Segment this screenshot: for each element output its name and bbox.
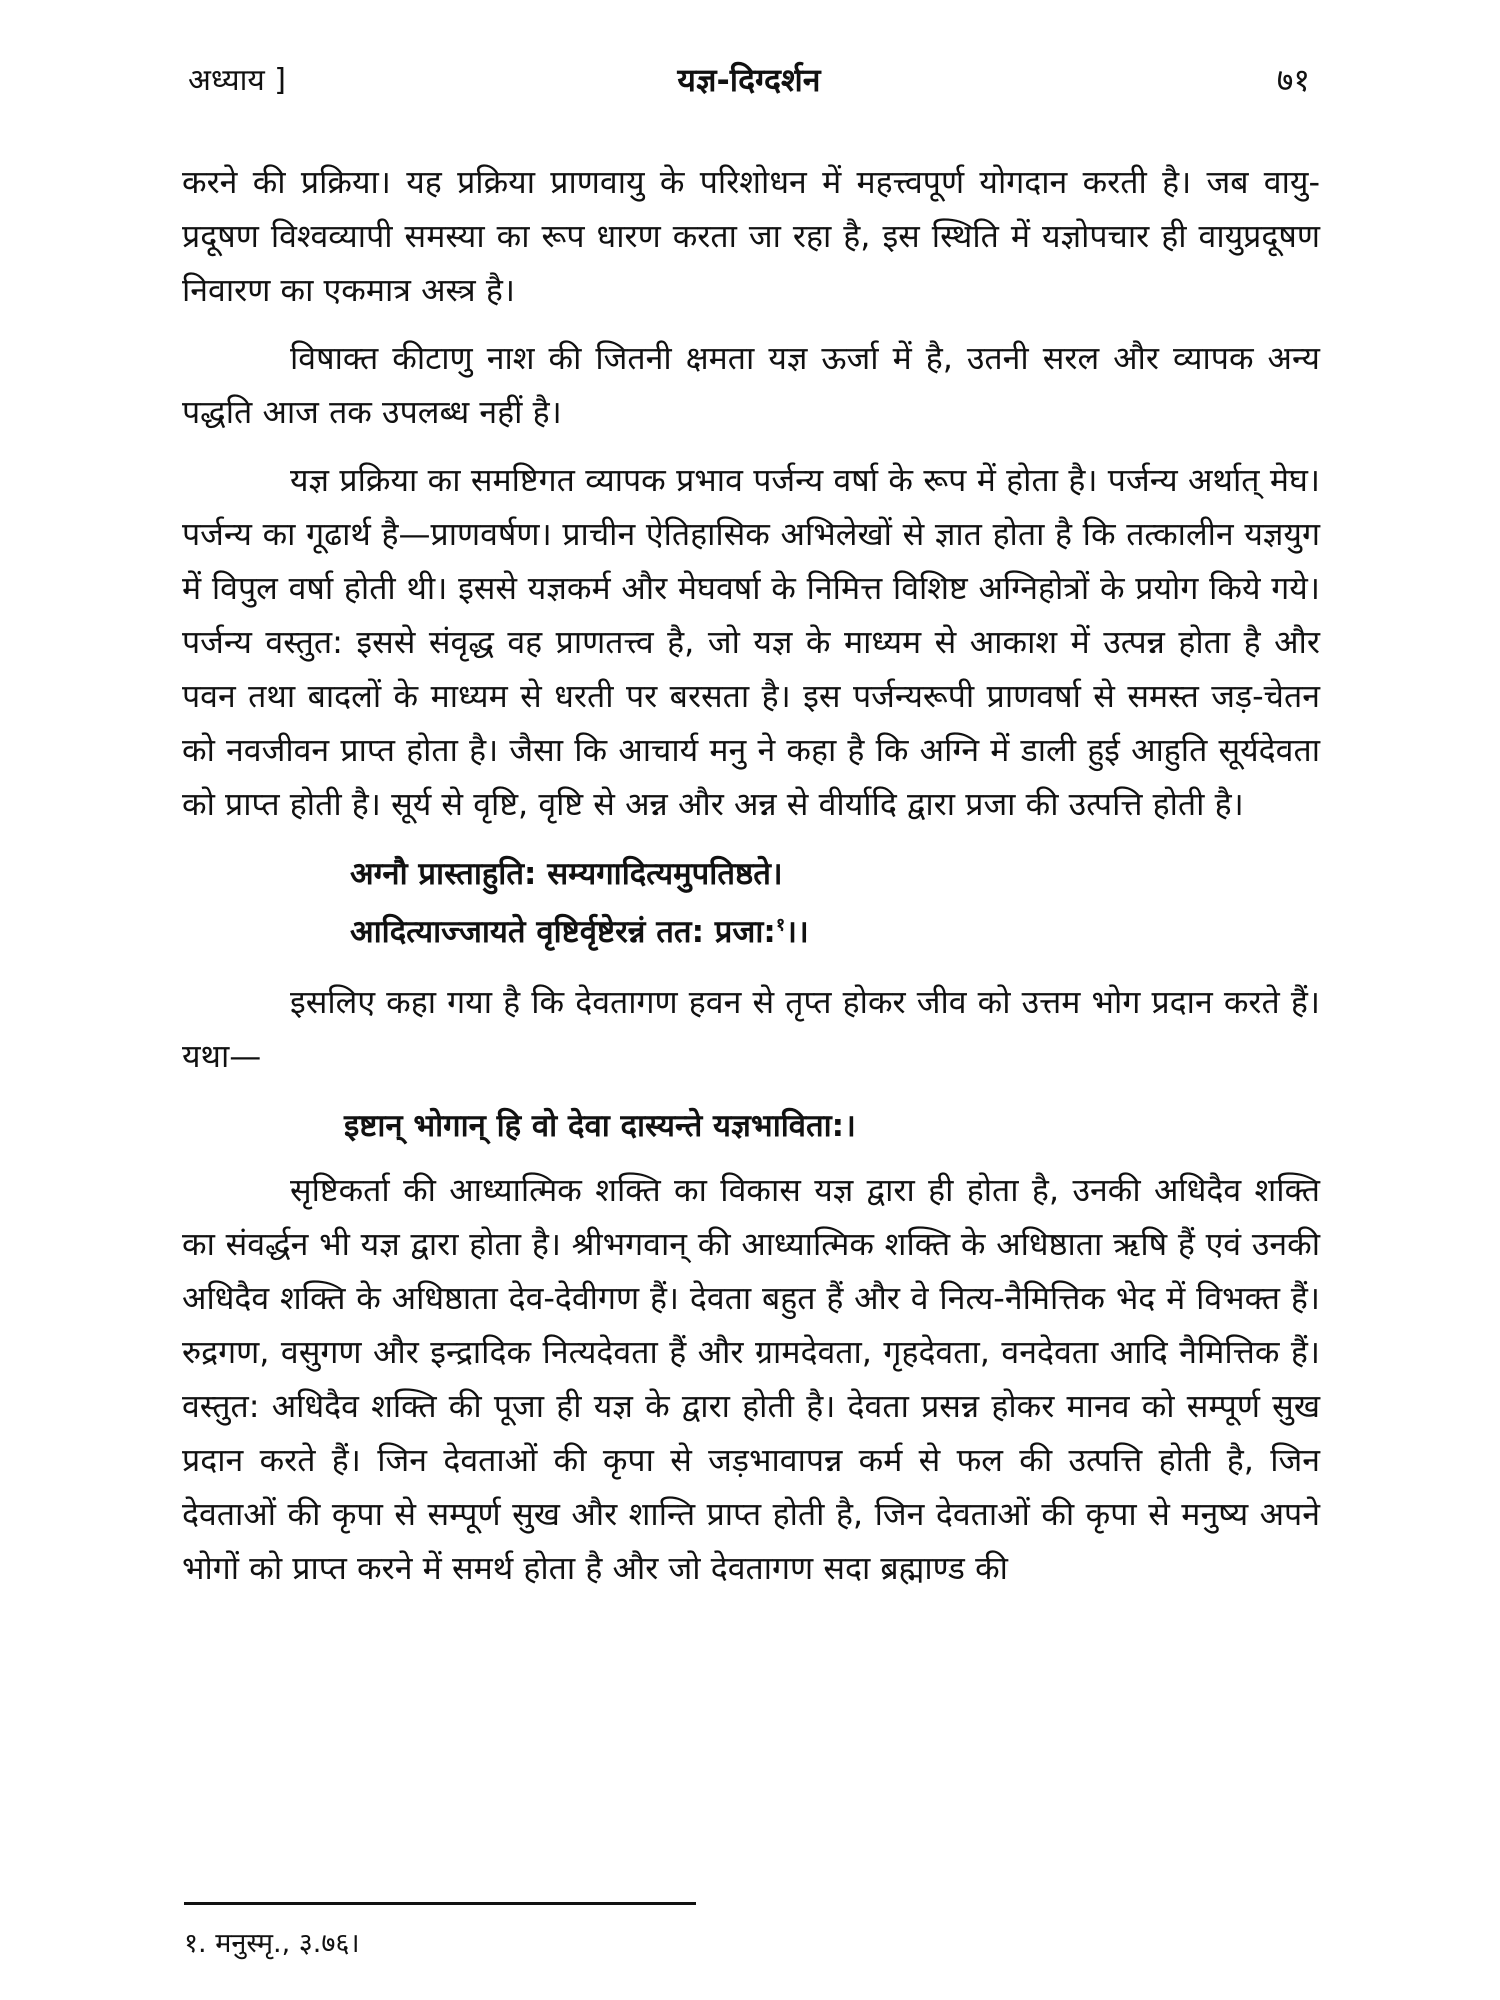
sanskrit-verse-1 [350,845,1320,961]
verse-1-end: ।। [785,914,809,950]
verse-1-line-2-text: आदित्याज्जायते वृष्टिर्वृष्टेरन्नं तत: प्रजा: [350,914,776,950]
running-title: यज्ञ-दिग्दर्शन [677,61,821,99]
paragraph-5: सृष्टिकर्ता की आध्यात्मिक शक्ति का विकास यज्ञ द्वारा ही होता है, उनकी अधिदैव शक्ति का संवर्द्धन भी यज्ञ द्वारा होता है। श्रीभगवान् की आध्यात्मिक शक्ति के अधिष्ठाता ऋषि हैं एवं उनकी अधिदैव शक्ति के अधिष्ठाता देव-देवीगण हैं। देवता बहुत हैं और वे नित्य-नैमित्तिक भेद में विभक्त हैं। रुद्रगण, वसुगण और इन्द्रादिक नित्यदेवता हैं और ग्रामदेवता, गृहदेवता, वनदेवता आदि नैमित्तिक हैं। वस्तुत: अधिदैव शक्ति की पूजा ही यज्ञ के द्वारा होती है। देवता प्रसन्न होकर मानव को सम्पूर्ण सुख प्रदान करते हैं। जिन देवताओं की कृपा से जड़भावापन्न कर्म से फल की उत्पत्ति होती है, जिन देवताओं की कृपा से सम्पूर्ण सुख और शान्ति प्राप्त होती है, जिन देवताओं की कृपा से मनुष्य अपने भोगों को प्राप्त करने में समर्थ होता है और जो देवतागण सदा ब्रह्माण्ड की [182,1171,1320,1587]
footnote-marker: १ [775,914,786,936]
paragraph-4: इसलिए कहा गया है कि देवतागण हवन से तृप्त होकर जीव को उत्तम भोग प्रदान करते हैं। यथा— [182,983,1320,1075]
footnote-divider [184,1902,696,1905]
paragraph-3: यज्ञ प्रक्रिया का समष्टिगत व्यापक प्रभाव पर्जन्य वर्षा के रूप में होता है। पर्जन्य अर्थात् मेघ। पर्जन्य का गूढार्थ है—प्राणवर्षण। प्राचीन ऐतिहासिक अभिलेखों से ज्ञात होता है कि तत्कालीन यज्ञयुग में विपुल वर्षा होती थी। इससे यज्ञकर्म और मेघवर्षा के निमित्त विशिष्ट अग्निहोत्रों के प्रयोग किये गये। पर्जन्य वस्तुत: इससे संवृद्ध वह प्राणतत्त्व है, जो यज्ञ के माध्यम से आकाश में उत्पन्न होता है और पवन तथा बादलों के माध्यम से धरती पर बरसता है। इस पर्जन्यरूपी प्राणवर्षा से समस्त जड़-चेतन को नवजीवन प्राप्त होता है। जैसा कि आचार्य मनु ने कहा है कि अग्नि में डाली हुई आहुति सूर्यदेवता को प्राप्त होती है। सूर्य से वृष्टि, वृष्टि से अन्न और अन्न से वीर्यादि द्वारा प्रजा की उत्पत्ति होती है। [182,461,1320,823]
chapter-label: अध्याय ] [188,63,287,98]
body-text [182,155,1320,1609]
sanskrit-verse-2: इष्टान् भोगान् हि वो देवा दास्यन्ते यज्ञभाविता:। [344,1108,856,1144]
paragraph-2: विषाक्त कीटाणु नाश की जितनी क्षमता यज्ञ ऊर्जा में है, उतनी सरल और व्यापक अन्य पद्धति आज तक उपलब्ध नहीं है। [182,339,1320,431]
verse-1-line-1: अग्नौ प्रास्ताहुति: सम्यगादित्यमुपतिष्ठते। [350,856,783,892]
page-number: ७१ [1276,61,1310,99]
page-header [188,58,1310,114]
paragraph-1: करने की प्रक्रिया। यह प्रक्रिया प्राणवायु के परिशोधन में महत्त्वपूर्ण योगदान करती है। जब वायु-प्रदूषण विश्वव्यापी समस्या का रूप धारण करता जा रहा है, इस स्थिति में यज्ञोपचार ही वायुप्रदूषण निवारण का एकमात्र अस्त्र है। [182,163,1320,309]
verse-1-line-2 [350,903,1320,961]
footnote: १. मनुस्मृ., ३.७६। [184,1928,360,1959]
